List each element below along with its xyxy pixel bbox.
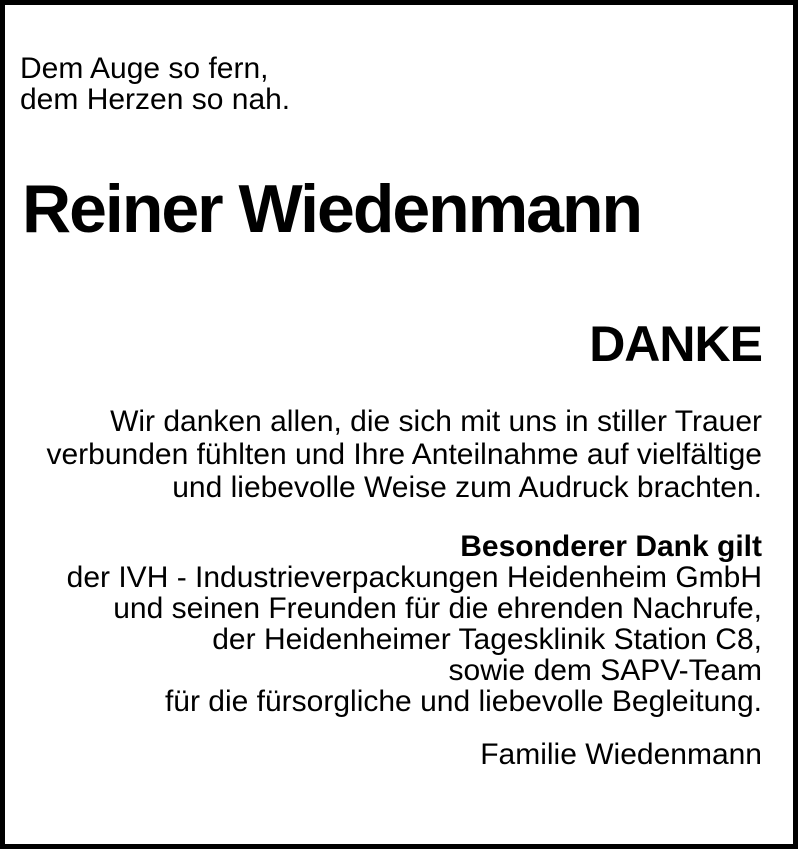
thanks-line-3: und liebevolle Weise zum Audruck brachten. bbox=[172, 471, 762, 504]
deceased-name: Reiner Wiedenmann bbox=[22, 171, 642, 247]
special-thanks-line-1: der IVH - Industrieverpackungen Heidenheim GmbH bbox=[66, 561, 762, 594]
epigraph-line-2: dem Herzen so nah. bbox=[20, 83, 291, 116]
thank-you-headline: DANKE bbox=[589, 316, 762, 372]
thanks-line-2: verbunden fühlten und Ihre Anteilnahme auf vielfältige bbox=[46, 438, 762, 471]
special-thanks-line-4: sowie dem SAPV-Team bbox=[448, 654, 762, 687]
thanks-paragraph bbox=[46, 405, 762, 504]
special-thanks bbox=[67, 531, 762, 717]
epigraph-line-1: Dem Auge so fern, bbox=[20, 52, 269, 85]
thanks-line-1: Wir danken allen, die sich mit uns in stiller Trauer bbox=[110, 405, 762, 438]
special-thanks-line-2: und seinen Freunden für die ehrenden Nachrufe, bbox=[113, 592, 762, 625]
special-thanks-line-5: für die fürsorgliche und liebevolle Begleitung. bbox=[164, 685, 762, 718]
special-thanks-line-3: der Heidenheimer Tagesklinik Station C8, bbox=[212, 623, 762, 656]
special-thanks-heading: Besonderer Dank gilt bbox=[460, 530, 762, 563]
epigraph bbox=[20, 53, 290, 115]
signature: Familie Wiedenmann bbox=[480, 738, 762, 771]
